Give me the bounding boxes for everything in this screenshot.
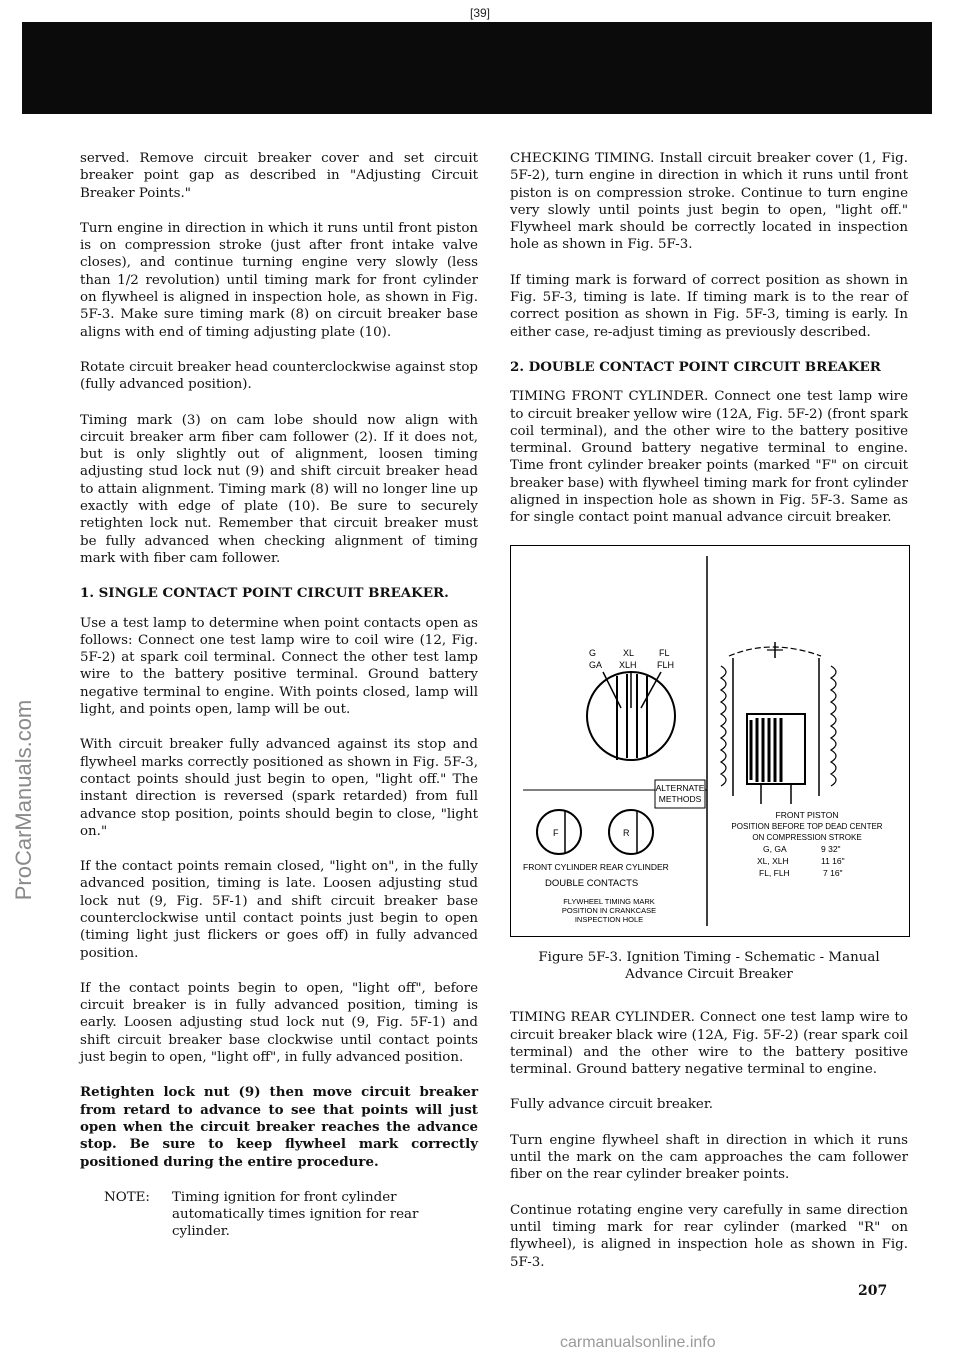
paragraph: Rotate circuit breaker head counterclockwise against stop (fully advanced position). — [80, 359, 478, 393]
row3-model: FL, FLH — [759, 867, 790, 878]
paragraph: Turn engine flywheel shaft in direction in which it runs until the mark on the cam approaches the cam follower fiber on the rear cylinder breaker points. — [510, 1132, 908, 1183]
label-f: F — [553, 827, 559, 838]
note-block — [104, 1189, 478, 1241]
paragraph: If the contact points remain closed, "light on", in the fully advanced position, timing is late. Loosen adjusting stud lock nut (9, Fig. 5F-1) and shift circuit breaker base counterclockwise until contact points just begin to open (timing light just flickers or goes off) in fully advanced position. — [80, 859, 478, 961]
label-ga: GA — [589, 659, 603, 670]
row3-value: 7 16" — [823, 867, 843, 878]
label-flh: FLH — [657, 659, 675, 670]
double-contacts-label: DOUBLE CONTACTS — [545, 877, 639, 889]
label-xl: XL — [623, 647, 635, 658]
side-watermark: ProCarManuals.com — [11, 699, 36, 901]
paragraph: TIMING FRONT CYLINDER. Connect one test lamp wire to circuit breaker yellow wire (12A, Fig. 5F-2) (front spark coil terminal), and the other wire to the battery positive terminal. Ground battery negative terminal to engine. Time front cylinder breaker points (marked "F" on circuit breaker base) with flywheel timing mark for front cylinder aligned in inspection hole as shown in Fig. 5F-3. Same as for single contact point manual advance circuit breaker. — [510, 389, 908, 526]
paragraph: If the contact points begin to open, "light off", before circuit breaker is in fully advanced position, timing is early. Loosen adjusting stud lock nut (9, Fig. 5F-1) and shift circuit breaker base clockwise until contact points just begin to open, "light off", in fully advanced position. — [80, 980, 478, 1066]
flywheel-mark-line2: POSITION IN CRANKCASE — [561, 905, 657, 915]
page-label: [39] — [469, 6, 490, 20]
row2-model: XL, XLH — [757, 855, 789, 866]
label-r: R — [623, 827, 630, 838]
flywheel-mark-line3: INSPECTION HOLE — [574, 914, 644, 924]
paragraph: Turn engine in direction in which it runs until front piston is on compression stroke (just after front intake valve closes), and continue turning engine very slowly (less than 1/2 revolution) until timing mark for front cylinder on flywheel is aligned in inspection hole, as shown in Fig. 5F-3. Make sure timing mark (8) on circuit breaker base aligns with end of timing adjusting plate (10). — [80, 220, 478, 340]
page-number: 207 — [858, 1283, 888, 1299]
front-cylinder-contact-icon — [537, 810, 581, 854]
bottom-watermark: carmanualsonline.info — [560, 1334, 716, 1351]
paragraph: Use a test lamp to determine when point contacts open as follows: Connect one test lamp wire to coil wire (12, Fig. 5F-2) at spark coil terminal. Connect the other test lamp wire to the battery positive terminal. Ground battery negative terminal to engine. With points closed, lamp will light, and points open, lamp will be out. — [80, 615, 478, 718]
paragraph: With circuit breaker fully advanced against its stop and flywheel marks correctly positioned as shown in Fig. 5F-3, contact points should just begin to open, "light off." The instant direction is reversed (spark retarded) from full advance stop position, points should begin to close, "light on." — [80, 737, 478, 839]
right-column — [510, 150, 908, 1289]
on-compression-stroke: ON COMPRESSION STROKE — [752, 832, 862, 842]
alternate-label-2: METHODS — [658, 793, 702, 804]
timing-schematic — [511, 546, 909, 936]
note-text: Timing ignition for front cylinder automatically times ignition for rear cylinder. — [172, 1189, 419, 1240]
rear-cylinder-contact-icon — [609, 810, 653, 854]
label-g: G — [589, 647, 597, 658]
position-before-tdc: POSITION BEFORE TOP DEAD CENTER — [731, 821, 883, 831]
left-column — [80, 150, 478, 1241]
section-heading-single-contact: 1. SINGLE CONTACT POINT CIRCUIT BREAKER. — [80, 585, 449, 602]
flywheel-mark-line1: FLYWHEEL TIMING MARK — [563, 896, 655, 906]
paragraph: TIMING REAR CYLINDER. Connect one test lamp wire to circuit breaker black wire (12A, Fig. 5F-2) (rear spark coil terminal) and the other wire to the battery positive terminal. Ground battery negative terminal to engine. — [510, 1010, 908, 1078]
paragraph: Fully advance circuit breaker. — [510, 1097, 714, 1113]
label-fl: FL — [659, 647, 670, 658]
section-heading-double-contact: 2. DOUBLE CONTACT POINT CIRCUIT BREAKER — [510, 358, 881, 375]
paragraph: served. Remove circuit breaker cover and set circuit breaker point gap as described in "Adjusting Circuit Breaker Points." — [80, 151, 478, 201]
inspection-hole-icon — [587, 672, 675, 760]
paragraph: CHECKING TIMING. Install circuit breaker cover (1, Fig. 5F-2), turn engine in direction in which it runs until front piston is on compression stroke. Continue to turn engine very slowly until points just begin to open, "light off." Flywheel mark should be correctly located in inspection hole as shown in Fig. 5F-3. — [510, 151, 908, 253]
cylinder-piston-icon — [721, 642, 836, 804]
note-label: NOTE: — [104, 1189, 150, 1205]
paragraph: Timing mark (3) on cam lobe should now align with circuit breaker arm fiber cam follower (2). If it does not, but is only slightly out of alignment, loosen timing adjusting stud lock nut (9) and shift circuit breaker head to attain alignment. Timing mark (8) will no longer line up exactly with edge of plate (10). Be sure to securely retighten lock nut. Remember that circuit breaker must be fully advanced when checking alignment of timing mark with fiber cam follower. — [80, 412, 478, 566]
front-piston-label: FRONT PISTON — [775, 809, 839, 820]
label-xlh: XLH — [619, 659, 637, 670]
row1-model: G, GA — [763, 843, 787, 854]
row1-value: 9 32" — [821, 843, 841, 854]
paragraph: Continue rotating engine very carefully in same direction until timing mark for rear cylinder (marked "R" on flywheel), is aligned in inspection hole as shown in Fig. 5F-3. — [510, 1202, 908, 1270]
paragraph: If timing mark is forward of correct position as shown in Fig. 5F-3, timing is late. If timing mark is to the rear of correct position as shown in Fig. 5F-3, timing is early. In either case, re-adjust timing as previously described. — [510, 272, 908, 340]
header-band — [22, 22, 932, 114]
alternate-label-1: ALTERNATE — [655, 782, 705, 793]
figure-caption: Figure 5F-3. Ignition Timing - Schematic - Manual Advance Circuit Breaker — [538, 949, 880, 982]
front-rear-cylinder-label: FRONT CYLINDER REAR CYLINDER — [523, 861, 669, 872]
paragraph: Retighten lock nut (9) then move circuit breaker from retard to advance to see that points will just open when the circuit breaker reaches the advance stop. Be sure to keep flywheel mark correctly positioned during the entire procedure. — [80, 1084, 478, 1170]
row2-value: 11 16" — [821, 855, 845, 866]
figure-5f-3 — [510, 545, 910, 937]
